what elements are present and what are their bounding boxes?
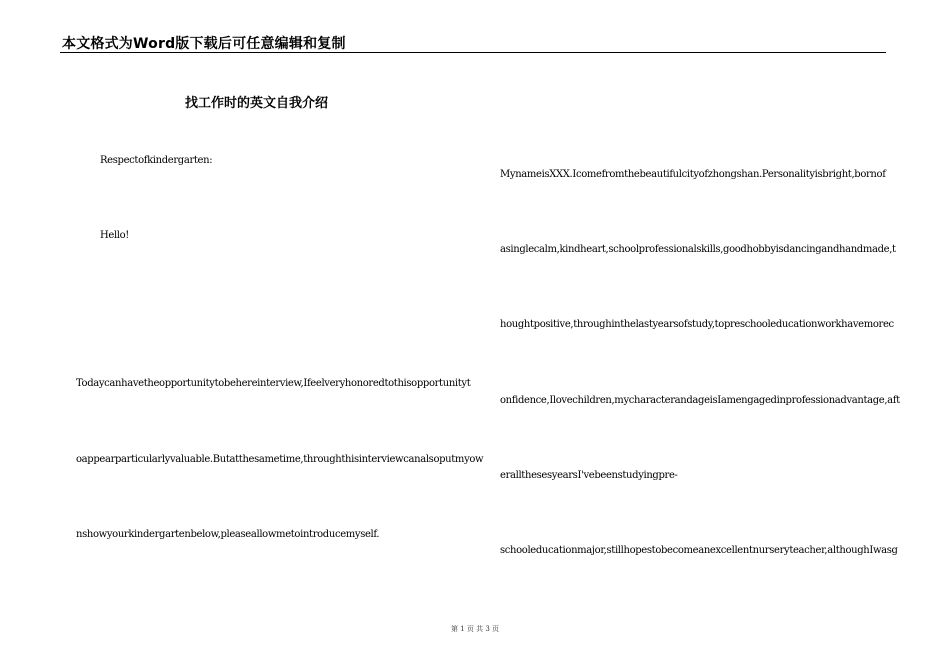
header-divider: [60, 52, 886, 53]
right-paragraph-line-2: asinglecalm,kindheart,schoolprofessionalskills,goodhobbyisdancingandhandmade,t: [500, 244, 896, 255]
right-paragraph-line-4: onfidence,Ilovechildren,mycharacterandageisIamengagedinprofessionadvantage,aft: [500, 395, 900, 406]
left-paragraph-line-1: Todaycanhavetheopportunitytobehereinterview,Ifeelveryhonoredtothisopportunityt: [76, 378, 471, 389]
left-paragraph-line-3: nshowyourkindergartenbelow,pleaseallowmetointroducemyself.: [76, 529, 380, 540]
left-paragraph-line-2: oappearparticularlyvaluable.Butatthesametime,throughthisinterviewcanalsoputmyow: [76, 454, 484, 465]
document-title: 找工作时的英文自我介绍: [185, 96, 329, 111]
right-paragraph-line-3: houghtpositive,throughinthelastyearsofstudy,topreschooleducationworkhavemorec: [500, 319, 894, 330]
right-paragraph-line-1: MynameisXXX.Icomefromthebeautifulcityofzhongshan.Personalityisbright,bornof: [500, 169, 886, 180]
right-paragraph-line-5: erallthesesyearsI'vebeenstudyingpre-: [500, 470, 678, 481]
salutation: Respectofkindergarten:: [100, 155, 213, 166]
greeting: Hello!: [100, 230, 129, 241]
page-number: 第 1 页 共 3 页: [450, 625, 500, 633]
page-header: 本文格式为Word版下载后可任意编辑和复制: [62, 36, 346, 52]
right-paragraph-line-6: schooleducationmajor,stillhopestobecomeanexcellentnurseryteacher,althoughIwasg: [500, 545, 898, 556]
